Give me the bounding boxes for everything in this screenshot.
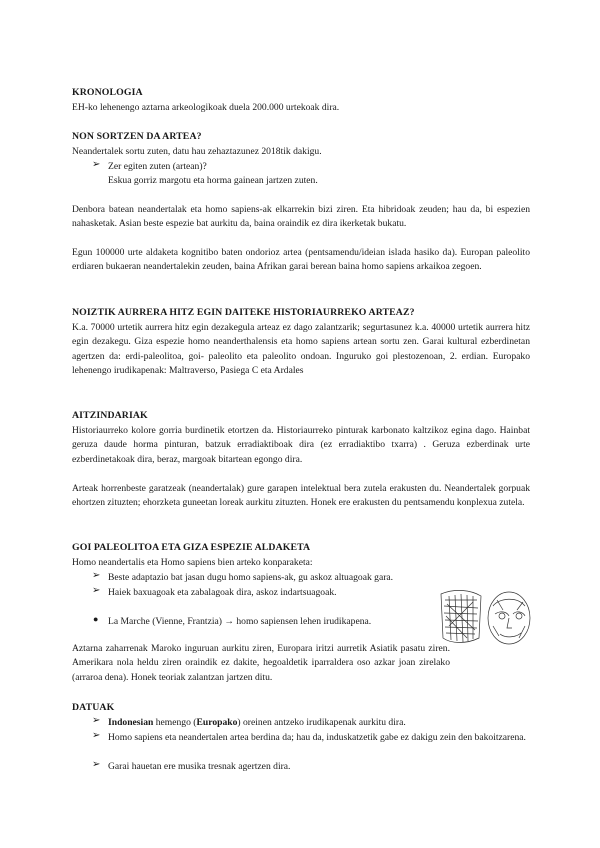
paragraph-arteak-horrenbeste: Arteak horrenbeste garatzeak (neandertalak) gure garapen intelektual bera zutela erakusten du. Neandertalek gorpuak ehortzen zituzten; ehorzketa guneetan loreak aurkitu zituzten. Honek ere erakusten du pentsamendu konplexua zutela. (72, 483, 530, 509)
konparaketa-intro: Homo neandertalis eta Homo sapiens bien arteko konparaketa: (72, 557, 313, 568)
oreinen-text: ) oreinen antzeko irudikapenak aurkitu dira. (237, 717, 406, 728)
arrow-bullet-icon: ➢ (92, 715, 101, 726)
arrow-bullet-icon: ➢ (92, 730, 101, 741)
non-sortzen-text: Neandertalek sortu zuten, datu hau zehaztazunez 2018tik dakigu. (72, 146, 322, 157)
bullet-zer-egiten: Zer egiten zuten (artean)? (108, 161, 207, 172)
arrow-bullet-icon: ➢ (92, 570, 101, 581)
bullet-beste-adaptazio: Beste adaptazio bat jasan dugu homo sapiens-ak, gu askoz altuagoak gara. (108, 572, 394, 583)
bullet-musika-tresnak: Garai hauetan ere musika tresnak agertzen dira. (108, 761, 291, 772)
dot-bullet-icon: ● (93, 614, 99, 624)
paragraph-egun-100000: Egun 100000 urte aldaketa kognitibo baten ondorioz artea (pentsamendu/ideian islada hasiko da). Europan paleolito erdiaren bukaeran neandertalekin zeuden, baina Afrikan garai berean baina homo sapiens arkaikoa zegoen. (72, 247, 530, 273)
paragraph-denbora-batean: Denbora batean neandertalak eta homo sapiens-ak elkarrekin bizi ziren. Eta hibridoak zeuden; hau da, bi espezien nahasketak. Asian beste espezie bat aurkitu da, baina oraindik ez dira ikerketak bukatu. (72, 204, 530, 230)
heading-goi-paleolitoa: GOI PALEOLITOA ETA GIZA ESPEZIE ALDAKETA (72, 542, 311, 553)
hemengo-text: hemengo ( (153, 717, 197, 728)
heading-kronologia: KRONOLOGIA (72, 87, 143, 98)
la-marche-engraving-image (437, 586, 533, 648)
heading-datuak: DATUAK (72, 702, 115, 713)
paragraph-aztarna-zaharrenak: Aztarna zaharrenak Maroko inguruan aurkitu ziren, Europara iritzi aurretik Asiatik pasatu ziren. Amerikara nola heldu ziren oraindik ez dakite, hegoaldetik iparraldera oso azkar joan zirelako (arraroa dena). Honek teoriak zalantzan jartzen ditu. (72, 643, 450, 683)
indonesian-bold: Indonesian (108, 717, 154, 728)
heading-aitzindariak: AITZINDARIAK (72, 410, 148, 421)
arrow-bullet-icon: ➢ (92, 759, 101, 770)
arrow-bullet-icon: ➢ (92, 159, 101, 170)
bullet-haiek-baxuagoak: Haiek baxuagoak eta zabalagoak dira, askoz indartsuagoak. (108, 587, 337, 598)
paragraph-k-a-70000: K.a. 70000 urtetik aurrera hitz egin dezakegula arteaz ez dago zalantzarik; segurtasunez k.a. 40000 urtetik aurrera hitz egin dezakegu. Giza espezie homo neanderthalensis eta homo sapiens artean sortu zen. Garai kultural ezberdinetan agertzen da: erdi-paleolitoa, goi- paleolito eta paleolito ondoan. Inguruko goi plestozenoan, 2. erdian. Europako lehenengo irudikapenak: Maltraverso, Pasiega C eta Ardales (72, 322, 530, 376)
bullet-indonesian (108, 716, 528, 730)
heading-non-sortzen: NON SORTZEN DA ARTEA? (72, 131, 202, 142)
kronologia-text: EH-ko lehenengo aztarna arkeologikoak duela 200.000 urtekoak dira. (72, 102, 340, 113)
arrow-bullet-icon: ➢ (92, 585, 101, 596)
paragraph-historiaurreko-kolore: Historiaurreko kolore gorria burdinetik etortzen da. Historiaurreko pinturak karbonato kaltzikoz egina dago. Hainbat geruza daude horma pinturan, batzuk erradiaktiboak dira (ez erradiaktibo txarra) . Geruza ezberdinak urte ezberdinetakoak dira, beraz, margoak bitartean egongo dira. (72, 425, 530, 465)
bullet-homo-sapiens-neandertalen: Homo sapiens eta neandertalen artea berdina da; hau da, induskatzetik gabe ez dakigu zein den bakoitzarena. (108, 732, 526, 743)
heading-noiztik-aurrera: NOIZTIK AURRERA HITZ EGIN DAITEKE HISTORIAURREKO ARTEAZ? (72, 307, 415, 318)
bullet-la-marche: La Marche (Vienne, Frantzia) → homo sapiensen lehen irudikapena. (108, 616, 372, 627)
europako-bold: Europako (196, 717, 238, 728)
sub-eskua-gorriz: Eskua gorriz margotu eta horma gainean jartzen zuten. (108, 175, 318, 186)
